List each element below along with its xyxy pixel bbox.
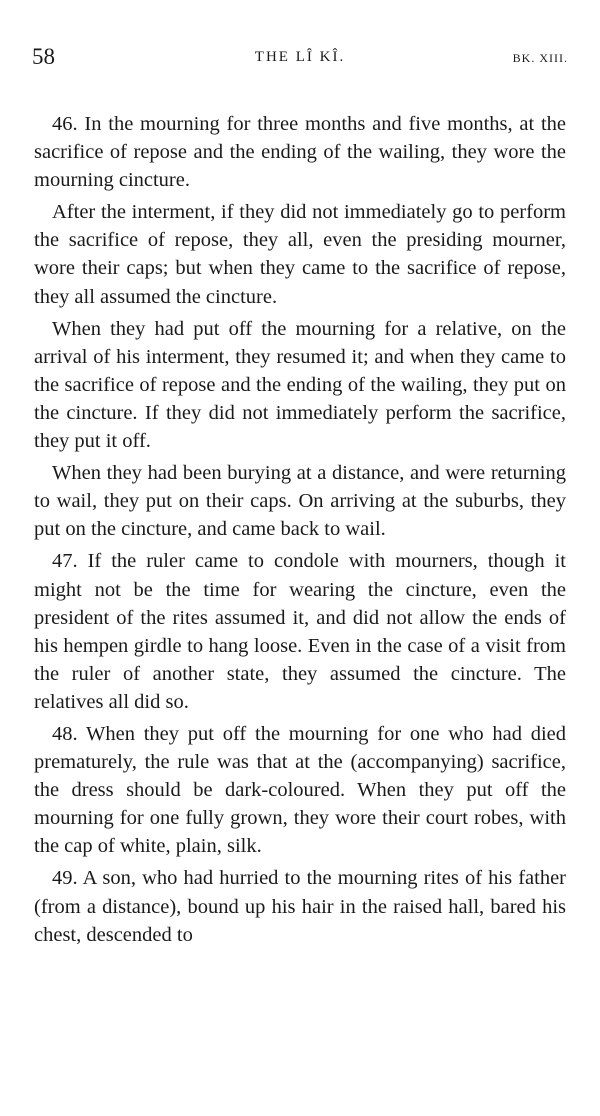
book-title: THE LÎ KÎ. [254,49,346,65]
paragraph-49: 49. A son, who had hurried to the mourning rites of his father (from a distance), bound up his hair in the raised hall, bared his chest, descended to [34,867,566,946]
paragraph-48: 48. When they put off the mourning for one who had died prematurely, the rule was that at the (accompanying) sacrifice, the dress should be dark-coloured. When they put off the mourning for one fully grown, they wore their court robes, with the cap of white, plain, silk. [34,722,566,858]
paragraph-resumed-mourning: When they had put off the mourning for a relative, on the arrival of his interment, they resumed it; and when they came to the sacrifice of repose and the ending of the wailing, they put on the cincture. If they did not immediately perform the sacrifice, they put it off. [34,317,566,453]
book-section: BK. XIII. [512,51,568,65]
page-number: 58 [32,44,55,69]
running-head [32,44,568,74]
body-text [34,110,566,953]
paragraph-burying-at-distance: When they had been burying at a distance, and were returning to wail, they put on their caps. On arriving at the suburbs, they put on the cincture, and came back to wail. [34,462,566,541]
paragraph-46: 46. In the mourning for three months and five months, at the sacrifice of repose and the ending of the wailing, they wore the mourning cincture. [34,113,566,192]
paragraph-after-interment: After the interment, if they did not immediately go to perform the sacrifice of repose, they all, even the presiding mourner, wore their caps; but when they came to the sacrifice of repose, they all assumed the cincture. [34,201,566,308]
paragraph-47: 47. If the ruler came to condole with mourners, though it might not be the time for wearing the cincture, even the president of the rites assumed it, and did not allow the ends of his hempen girdle to hang loose. Even in the case of a visit from the ruler of another state, they assumed the cincture. The relatives all did so. [34,550,566,713]
